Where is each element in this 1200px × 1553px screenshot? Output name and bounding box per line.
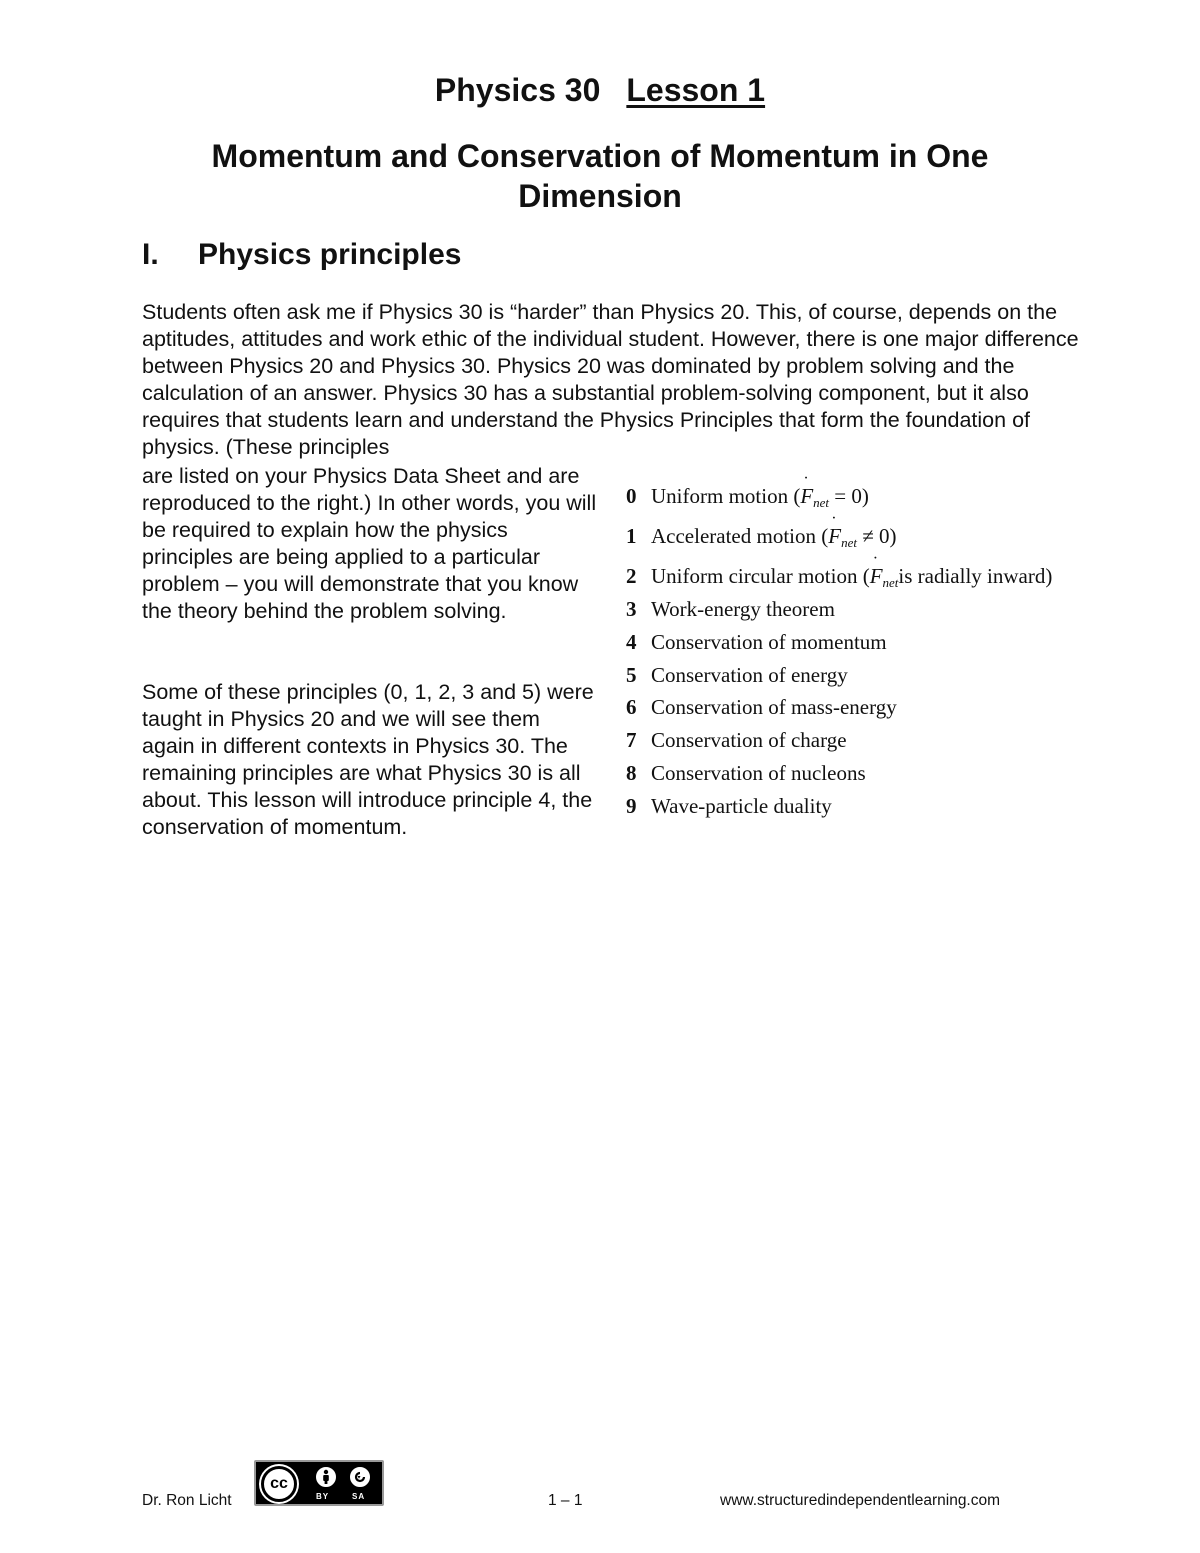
section-title: Physics principles	[198, 238, 462, 271]
by-label: BY	[316, 1492, 330, 1501]
principle-label: Wave-particle duality	[651, 794, 832, 818]
principle-item	[626, 794, 832, 819]
principle-number: 6	[626, 695, 637, 719]
principle-item	[626, 484, 869, 511]
principle-label: Accelerated motion (	[651, 524, 829, 548]
page-footer	[0, 1460, 1200, 1510]
principle-condition: is radially inward)	[898, 564, 1053, 588]
intro-paragraph-continued: are listed on your Physics Data Sheet and are reproduced to the right.) In other words, you will be required to explain how the physics principles are being applied to a particular problem – you will demonstrate that you know the theory behind the problem solving.	[142, 464, 597, 623]
force-vector: · F	[828, 524, 841, 548]
principle-condition: ≠ 0)	[856, 524, 897, 548]
principle-label: Conservation of nucleons	[651, 761, 866, 785]
principle-label: Conservation of charge	[651, 728, 847, 752]
page-title	[0, 72, 1200, 109]
principle-number: 7	[626, 728, 637, 752]
principle-number: 2	[626, 564, 637, 588]
principle-number: 8	[626, 761, 637, 785]
principle-number: 9	[626, 794, 637, 818]
creative-commons-by-sa-icon	[254, 1460, 384, 1506]
page-number: 1 – 1	[548, 1492, 583, 1509]
principle-label: Work-energy theorem	[651, 597, 835, 621]
principle-item	[626, 597, 835, 622]
intro-paragraph: Students often ask me if Physics 30 is “harder” than Physics 20. This, of course, depends on the aptitudes, attitudes and work ethic of the individual student. However, there is one major difference between Physics 20 and Physics 30. Physics 20 was dominated by problem solving and the calculation of an answer. Physics 30 has a substantial problem-solving component, but it also requires that students learn and understand the Physics Principles that form the foundation of physics. (These principles	[142, 300, 1079, 459]
principle-item	[626, 630, 887, 655]
principle-item	[626, 564, 1052, 591]
principle-item	[626, 695, 897, 720]
footer-author: Dr. Ron Licht	[142, 1492, 232, 1509]
principle-label: Uniform circular motion (	[651, 564, 870, 588]
course-title: Physics 30	[434, 72, 601, 108]
force-subscript: net	[841, 535, 857, 550]
lesson-title: Lesson 1	[626, 72, 766, 108]
principle-number: 1	[626, 524, 637, 548]
force-vector: · F	[800, 484, 813, 508]
force-vector: · F	[870, 564, 883, 588]
principle-number: 3	[626, 597, 637, 621]
principle-number: 0	[626, 484, 637, 508]
cc-icon: cc	[261, 1466, 297, 1502]
principle-label: Conservation of energy	[651, 663, 848, 687]
website-url: www.structuredindependentlearning.com	[720, 1492, 1001, 1509]
section-number: I.	[142, 238, 159, 271]
principle-condition: = 0)	[829, 484, 869, 508]
force-subscript: net	[882, 575, 899, 590]
principle-item	[626, 663, 848, 688]
principle-item	[626, 524, 897, 551]
force-subscript: net	[813, 495, 830, 510]
attribution-icon	[314, 1465, 338, 1489]
principle-number: 5	[626, 663, 637, 687]
share-alike-icon	[348, 1465, 372, 1489]
principle-label: Conservation of mass-energy	[651, 695, 897, 719]
lesson-subtitle: Momentum and Conservation of Momentum in One Dimension	[211, 138, 989, 214]
principle-item	[626, 761, 866, 786]
principle-item	[626, 728, 847, 753]
sa-label: SA	[352, 1492, 366, 1501]
principles-paragraph: Some of these principles (0, 1, 2, 3 and 5) were taught in Physics 20 and we will see them again in different contexts in Physics 30. The remaining principles are what Physics 30 is all about. This lesson will introduce principle 4, the conservation of momentum.	[142, 680, 594, 839]
principle-label: Uniform motion (	[651, 484, 801, 508]
principle-label: Conservation of momentum	[651, 630, 887, 654]
principle-number: 4	[626, 630, 637, 654]
section-heading	[142, 238, 461, 272]
